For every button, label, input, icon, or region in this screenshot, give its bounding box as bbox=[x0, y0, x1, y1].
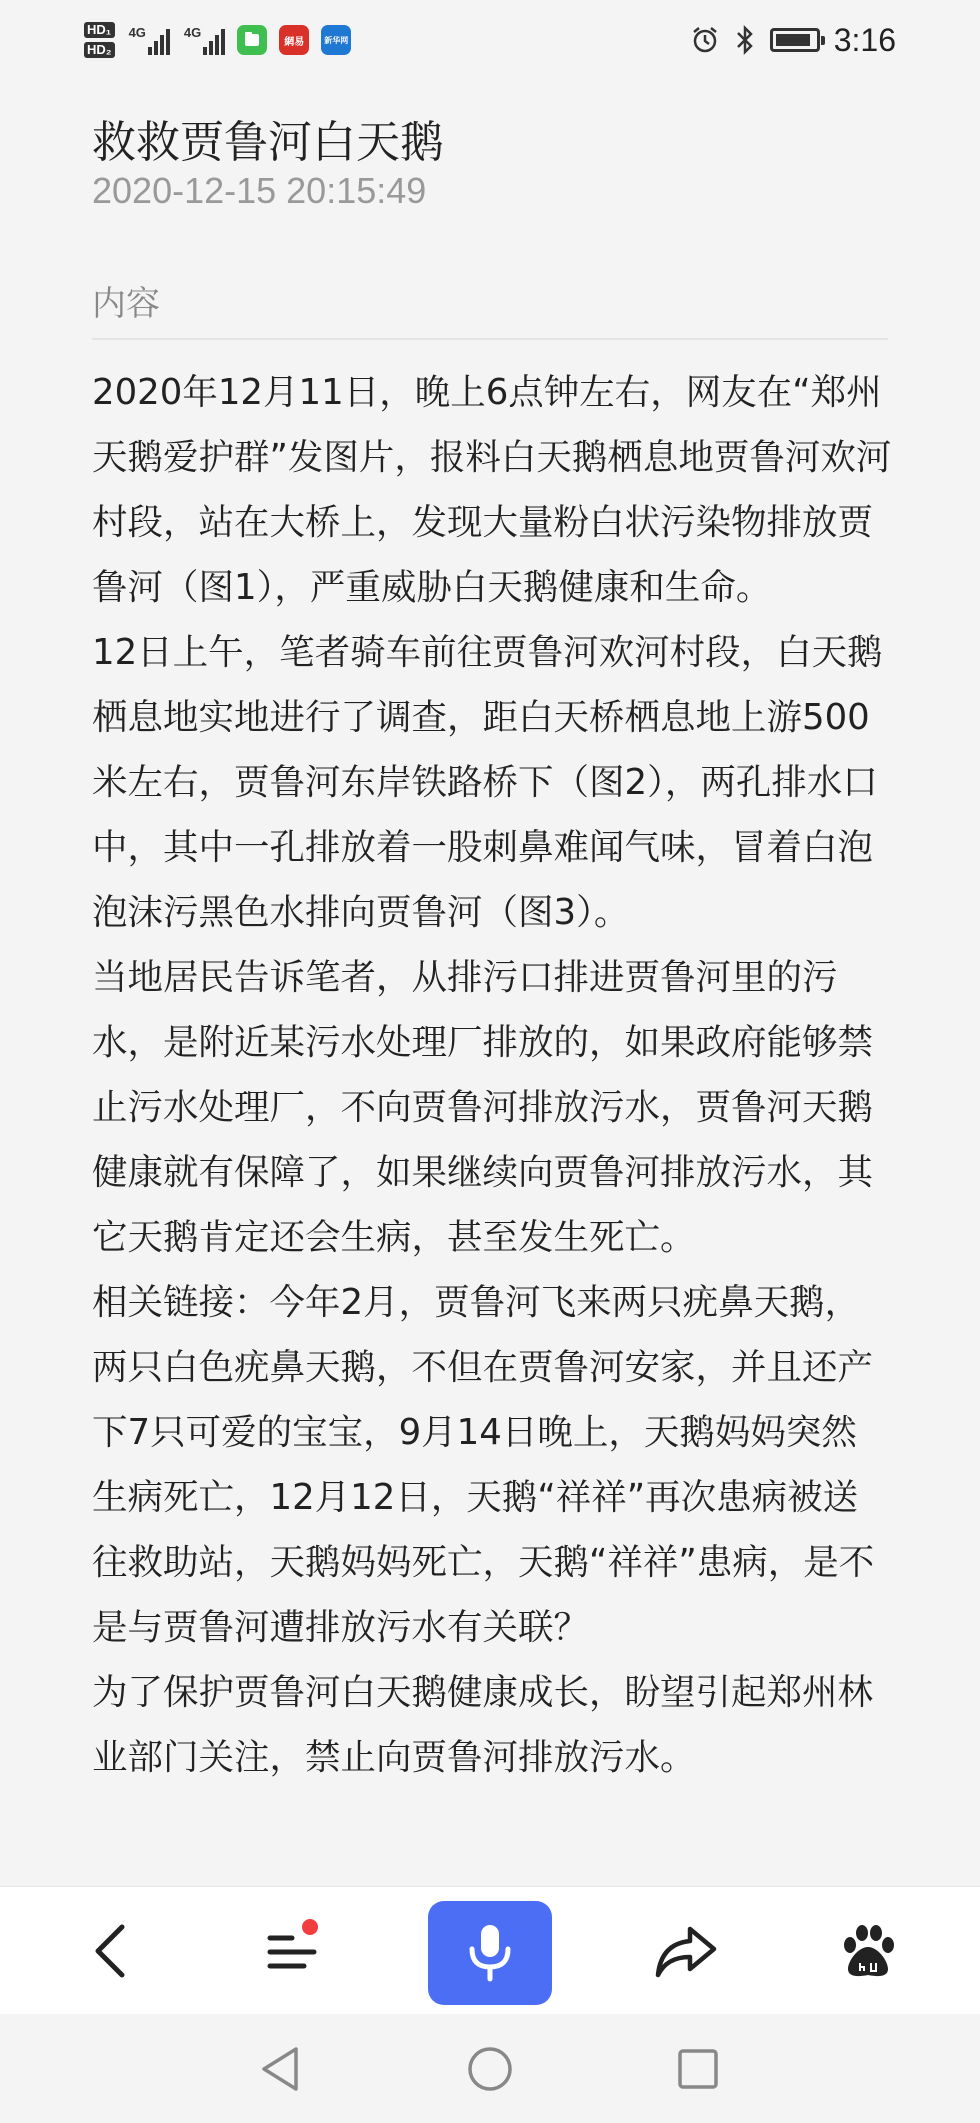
paragraph-3: 当地居民告诉笔者，从排污口排进贾鲁河里的污水，是附近某污水处理厂排放的，如果政府能够禁止污水处理厂，不向贾鲁河排放污水，贾鲁河天鹅健康就有保障了，如果继续向贾鲁河排放污水，其它天鹅肯定还会生病，甚至发生死亡。 bbox=[92, 957, 874, 1258]
divider bbox=[92, 338, 888, 340]
hd-indicators bbox=[84, 22, 115, 58]
menu-button[interactable] bbox=[232, 1887, 352, 2015]
nav-home-button[interactable] bbox=[440, 2014, 540, 2123]
hd2-badge: HD₂ bbox=[84, 42, 115, 58]
share-icon bbox=[654, 1923, 718, 1979]
paragraph-4: 相关链接：今年2月，贾鲁河飞来两只疣鼻天鹅，两只白色疣鼻天鹅，不但在贾鲁河安家，并且还产下7只可爱的宝宝，9月14日晚上，天鹅妈妈突然生病死亡，12月12日，天鹅“祥祥”再次患病被送往救助站，天鹅妈妈死亡，天鹅“祥祥”患病，是不是与贾鲁河遭排放污水有关联？ bbox=[92, 1282, 875, 1648]
system-nav-bar bbox=[0, 2014, 980, 2123]
back-button[interactable] bbox=[50, 1887, 170, 2015]
signal-1-icon bbox=[129, 25, 170, 55]
wechat-file-icon bbox=[237, 25, 267, 55]
microphone-icon bbox=[465, 1921, 515, 1985]
baidu-button[interactable] bbox=[808, 1887, 928, 2015]
bottom-toolbar bbox=[0, 1886, 980, 2015]
baidu-paw-icon bbox=[838, 1921, 898, 1981]
article-title: 救救贾鲁河白天鹅 bbox=[92, 117, 444, 168]
status-bar-right bbox=[690, 12, 896, 68]
netease-label: 網易 bbox=[284, 36, 305, 48]
nav-back-button[interactable] bbox=[230, 2014, 330, 2123]
paragraph-1: 2020年12月11日，晚上6点钟左右，网友在“郑州天鹅爱护群”发图片，报料白天鹅栖息地贾鲁河欢河村段，站在大桥上，发现大量粉白状污染物排放贾鲁河（图1），严重威胁白天鹅健康和生命。 bbox=[92, 372, 892, 608]
netease-icon bbox=[279, 25, 309, 55]
back-icon bbox=[90, 1921, 130, 1981]
notification-dot bbox=[302, 1919, 318, 1935]
clock: 3:16 bbox=[833, 21, 896, 58]
network-type-1: 4G bbox=[128, 25, 146, 40]
nav-recents-icon bbox=[676, 2047, 720, 2091]
article-body bbox=[92, 360, 892, 1874]
paragraph-5: 为了保护贾鲁河白天鹅健康成长，盼望引起郑州林业部门关注，禁止向贾鲁河排放污水。 bbox=[92, 1672, 874, 1778]
signal-2-icon bbox=[184, 25, 225, 55]
article-date: 2020-12-15 20:15:49 bbox=[92, 170, 427, 211]
nav-back-icon bbox=[258, 2045, 302, 2093]
content-label: 内容 bbox=[92, 284, 160, 324]
xinhua-label: 新华网 bbox=[324, 35, 349, 45]
status-bar bbox=[0, 0, 980, 80]
bluetooth-icon bbox=[734, 24, 756, 56]
nav-home-icon bbox=[466, 2045, 514, 2093]
share-button[interactable] bbox=[626, 1887, 746, 2015]
hd1-badge: HD₁ bbox=[84, 22, 115, 38]
battery-icon bbox=[770, 28, 820, 52]
alarm-icon bbox=[690, 25, 720, 55]
xinhua-icon bbox=[321, 25, 351, 55]
status-bar-left bbox=[84, 12, 351, 68]
paragraph-2: 12日上午，笔者骑车前往贾鲁河欢河村段，白天鹅栖息地实地进行了调查，距白天桥栖息地上游500米左右，贾鲁河东岸铁路桥下（图2），两孔排水口中，其中一孔排放着一股刺鼻难闻气味，冒着白泡泡沫污黑色水排向贾鲁河（图3）。 bbox=[92, 632, 883, 933]
nav-recents-button[interactable] bbox=[648, 2014, 748, 2123]
network-type-2: 4G bbox=[183, 25, 202, 40]
voice-search-button[interactable] bbox=[428, 1901, 552, 2005]
